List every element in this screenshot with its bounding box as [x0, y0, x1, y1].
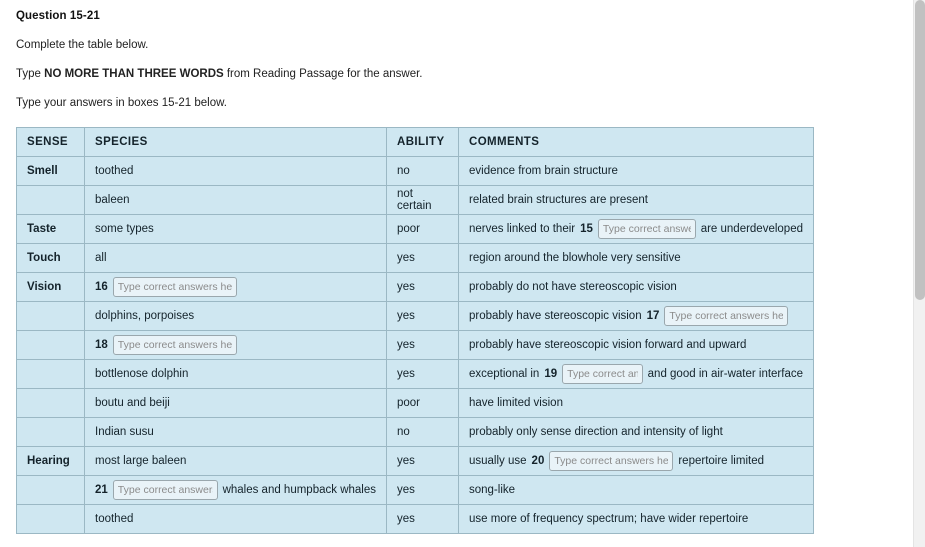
species-text: most large baleen	[95, 455, 187, 467]
comments-cell-content	[469, 252, 803, 264]
species-cell	[85, 215, 387, 244]
comments-cell-content	[469, 426, 803, 438]
column-header-species: SPECIES	[85, 128, 387, 157]
comments-text: probably do not have stereoscopic vision	[469, 281, 677, 293]
table-row	[17, 273, 814, 302]
table-row	[17, 505, 814, 534]
species-text: toothed	[95, 165, 134, 177]
ability-cell: poor	[387, 215, 459, 244]
answer-input[interactable]	[113, 335, 237, 355]
comments-text: nerves linked to their	[469, 223, 576, 235]
instruction-line-1	[16, 39, 897, 51]
answers-table	[16, 127, 814, 534]
table-row	[17, 360, 814, 389]
comments-cell	[459, 157, 814, 186]
species-cell-content	[95, 513, 376, 525]
sense-cell: Smell	[17, 157, 85, 186]
column-header-sense: SENSE	[17, 128, 85, 157]
comments-cell-content	[469, 484, 803, 496]
species-cell	[85, 157, 387, 186]
comments-text: related brain structures are present	[469, 194, 648, 206]
species-cell	[85, 418, 387, 447]
comments-text: repertoire limited	[678, 455, 764, 467]
sense-cell	[17, 505, 85, 534]
sense-cell: Touch	[17, 244, 85, 273]
species-cell	[85, 273, 387, 302]
species-cell	[85, 244, 387, 273]
species-cell-content	[95, 194, 376, 206]
comments-cell-content	[469, 397, 803, 409]
ability-cell: yes	[387, 505, 459, 534]
comments-cell-content	[469, 513, 803, 525]
comments-cell-content	[469, 165, 803, 177]
species-cell	[85, 186, 387, 215]
comments-cell	[459, 476, 814, 505]
table-body	[17, 157, 814, 534]
sense-cell: Hearing	[17, 447, 85, 476]
ability-cell: poor	[387, 389, 459, 418]
comments-text: evidence from brain structure	[469, 165, 618, 177]
answer-number-18: 18	[95, 339, 108, 351]
comments-cell	[459, 447, 814, 476]
ability-cell: yes	[387, 244, 459, 273]
sense-cell	[17, 360, 85, 389]
answer-input[interactable]	[664, 306, 788, 326]
table-row	[17, 157, 814, 186]
table-row	[17, 447, 814, 476]
table-row	[17, 244, 814, 273]
comments-cell-content	[469, 281, 803, 293]
comments-text: song-like	[469, 484, 516, 496]
sense-cell	[17, 389, 85, 418]
answer-number-20: 20	[531, 455, 545, 467]
comments-cell	[459, 302, 814, 331]
species-cell-content	[95, 223, 376, 235]
comments-cell	[459, 244, 814, 273]
comments-text: probably have stereoscopic vision	[469, 310, 642, 322]
species-cell-content	[95, 310, 376, 322]
species-cell-content	[95, 165, 376, 177]
answer-input[interactable]	[562, 364, 643, 384]
comments-cell	[459, 360, 814, 389]
species-text: boutu and beiji	[95, 397, 170, 409]
species-cell	[85, 505, 387, 534]
comments-cell-content	[469, 364, 803, 384]
species-text: dolphins, porpoises	[95, 310, 195, 322]
comments-cell-content	[469, 339, 803, 351]
instruction-2-pre: Type	[16, 68, 45, 80]
answer-number-15: 15	[580, 223, 593, 235]
comments-cell	[459, 331, 814, 360]
sense-cell	[17, 186, 85, 215]
species-text: bottlenose dolphin	[95, 368, 189, 380]
sense-cell	[17, 302, 85, 331]
comments-cell	[459, 273, 814, 302]
ability-cell: yes	[387, 476, 459, 505]
species-cell	[85, 302, 387, 331]
comments-text: and good in air-water interface	[647, 368, 803, 380]
species-cell-content	[95, 277, 376, 297]
answer-number-16: 16	[95, 281, 108, 293]
comments-cell	[459, 418, 814, 447]
comments-cell	[459, 215, 814, 244]
sense-cell	[17, 331, 85, 360]
species-cell-content	[95, 455, 376, 467]
sense-cell: Taste	[17, 215, 85, 244]
sense-cell	[17, 418, 85, 447]
instruction-line-3	[16, 97, 897, 109]
instruction-3-text: Type your answers in boxes 15-21 below.	[16, 97, 227, 109]
sense-cell: Vision	[17, 273, 85, 302]
species-cell	[85, 331, 387, 360]
species-text: some types	[95, 223, 154, 235]
column-header-comments: COMMENTS	[459, 128, 814, 157]
instruction-2-bold: NO MORE THAN THREE WORDS	[44, 68, 224, 80]
ability-cell: yes	[387, 273, 459, 302]
instruction-2-post: from Reading Passage for the answer.	[223, 68, 423, 80]
table-row	[17, 302, 814, 331]
table-row	[17, 215, 814, 244]
table-row	[17, 476, 814, 505]
ability-cell: no	[387, 418, 459, 447]
comments-cell-content	[469, 219, 803, 239]
ability-cell: yes	[387, 302, 459, 331]
comments-cell	[459, 505, 814, 534]
vertical-scrollbar[interactable]	[913, 0, 925, 547]
species-cell	[85, 447, 387, 476]
comments-text: probably only sense direction and intensity of light	[469, 426, 723, 438]
comments-cell	[459, 389, 814, 418]
comments-cell-content	[469, 194, 803, 206]
species-text: baleen	[95, 194, 130, 206]
species-cell-content	[95, 335, 376, 355]
ability-cell: yes	[387, 360, 459, 389]
sense-cell	[17, 476, 85, 505]
species-cell	[85, 360, 387, 389]
scrollbar-thumb[interactable]	[915, 0, 925, 300]
answer-input[interactable]	[113, 480, 218, 500]
species-cell	[85, 476, 387, 505]
answer-number-17: 17	[646, 310, 660, 322]
comments-text: have limited vision	[469, 397, 563, 409]
table-row	[17, 186, 814, 215]
answer-number-21: 21	[95, 484, 108, 496]
species-cell-content	[95, 368, 376, 380]
comments-text: probably have stereoscopic vision forward and upward	[469, 339, 747, 351]
table-row	[17, 418, 814, 447]
species-cell-content	[95, 252, 376, 264]
species-text: Indian susu	[95, 426, 154, 438]
instruction-1-text: Complete the table below.	[16, 39, 149, 51]
page-title: Question 15-21	[16, 10, 100, 22]
ability-cell: yes	[387, 447, 459, 476]
comments-text: usually use	[469, 455, 527, 467]
ability-cell: no	[387, 157, 459, 186]
species-cell-content	[95, 426, 376, 438]
table-row	[17, 389, 814, 418]
answer-number-19: 19	[544, 368, 558, 380]
answer-input[interactable]	[549, 451, 673, 471]
column-header-ability: ABILITY	[387, 128, 459, 157]
species-cell	[85, 389, 387, 418]
instruction-line-2	[16, 68, 897, 80]
species-text: all	[95, 252, 107, 264]
species-text: toothed	[95, 513, 134, 525]
species-text: whales and humpback whales	[222, 484, 376, 496]
ability-cell: not certain	[387, 186, 459, 215]
species-cell-content	[95, 480, 376, 500]
comments-text: are underdeveloped	[700, 223, 803, 235]
comments-text: region around the blowhole very sensitive	[469, 252, 681, 264]
table-row	[17, 331, 814, 360]
comments-text: use more of frequency spectrum; have wider repertoire	[469, 513, 749, 525]
answer-input[interactable]	[113, 277, 237, 297]
answer-input[interactable]	[598, 219, 696, 239]
table-header-row	[17, 128, 814, 157]
comments-cell	[459, 186, 814, 215]
species-cell-content	[95, 397, 376, 409]
comments-cell-content	[469, 451, 803, 471]
comments-text: exceptional in	[469, 368, 540, 380]
ability-cell: yes	[387, 331, 459, 360]
comments-cell-content	[469, 306, 803, 326]
